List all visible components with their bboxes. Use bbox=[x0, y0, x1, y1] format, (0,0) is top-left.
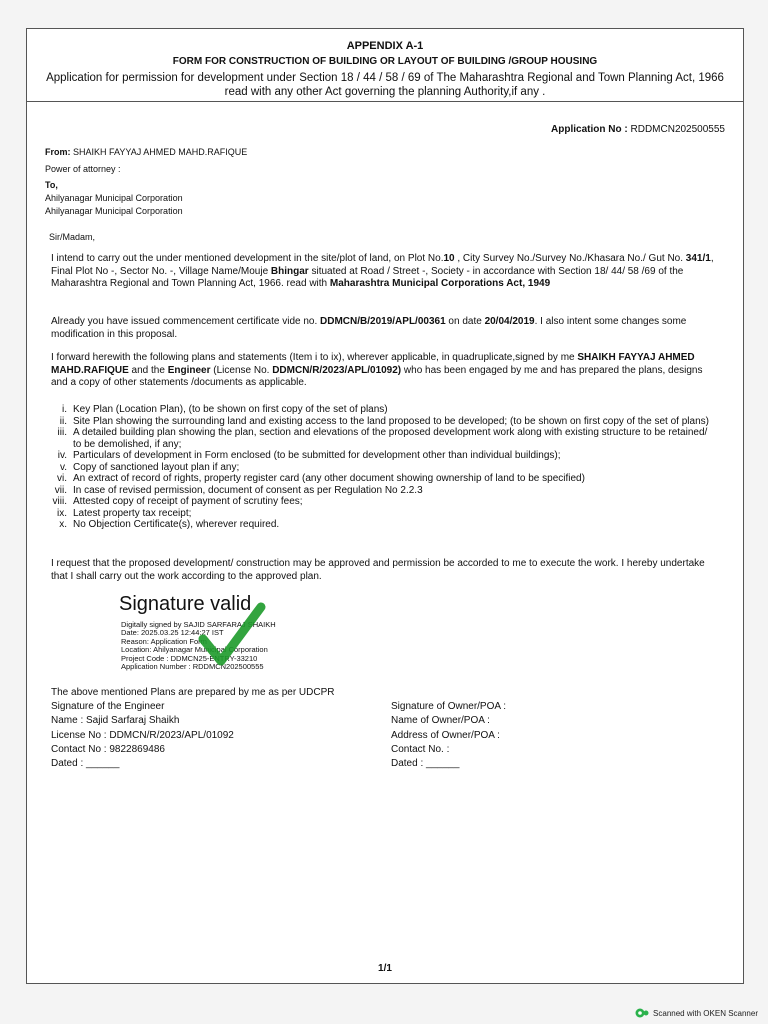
owner-signature-label: Signature of Owner/POA : bbox=[391, 701, 507, 712]
scanner-logo-icon bbox=[635, 1008, 649, 1018]
list-item-number: vii. bbox=[54, 484, 67, 496]
engineer-contact: Contact No : 9822869486 bbox=[51, 743, 165, 755]
application-number-value: RDDMCN202500555 bbox=[630, 124, 725, 135]
list-item-text: Key Plan (Location Plan), (to be shown on first copy of the set of plans) bbox=[73, 404, 388, 415]
plot-number: 10 bbox=[443, 253, 455, 264]
application-number bbox=[551, 124, 725, 135]
from-value: SHAIKH FAYYAJ AHMED MAHD.RAFIQUE bbox=[73, 147, 248, 157]
list-item bbox=[51, 496, 715, 508]
list-item-number: iv. bbox=[57, 450, 67, 461]
list-item-text: Latest property tax receipt; bbox=[73, 507, 192, 519]
list-item-text: Copy of sanctioned layout plan if any; bbox=[73, 461, 240, 473]
owner-address: Address of Owner/POA : bbox=[391, 729, 500, 741]
para3-text-d: who has been engaged by me and has prepared the plans, designs and a copy of other statements /documents as applicable. bbox=[51, 364, 703, 388]
engineer-signature-label: Signature of the Engineer bbox=[51, 701, 165, 712]
engineer-dated: Dated : ______ bbox=[51, 758, 120, 770]
para1-text-b: , City Survey No./Survey No./Khasara No./ Gut No. bbox=[454, 253, 686, 264]
para2-text-c: . I also intent some changes some modification in this proposal. bbox=[51, 316, 687, 340]
document-page bbox=[26, 28, 744, 984]
form-subtitle: FORM FOR CONSTRUCTION OF BUILDING OR LAYOUT OF BUILDING /GROUP HOUSING bbox=[172, 56, 598, 67]
recipient-line-1: Ahilyanagar Municipal Corporation bbox=[45, 193, 183, 203]
list-item bbox=[51, 427, 715, 450]
prepared-statement: The above mentioned Plans are prepared by me as per UDCPR bbox=[51, 687, 335, 698]
engineer-license-number: License No : DDMCN/R/2023/APL/01092 bbox=[51, 729, 234, 741]
engineer-details bbox=[51, 700, 234, 771]
para1-text-a: I intend to carry out the under mentioned development in the site/plot of land, on Plot No. bbox=[51, 253, 444, 264]
signature-detail-line: Reason: Application Form bbox=[121, 636, 207, 646]
recipient-line-2: Ahilyanagar Municipal Corporation bbox=[45, 206, 183, 216]
para3-text-c: (License No. bbox=[210, 364, 273, 376]
signature-detail-line: Application Number : RDDMCN202500555 bbox=[121, 662, 264, 672]
scanner-watermark bbox=[635, 1008, 758, 1018]
list-item-text: Attested copy of receipt of payment of scrutiny fees; bbox=[73, 496, 303, 507]
scanner-text: Scanned with OKEN Scanner bbox=[653, 1008, 758, 1018]
development-intent-paragraph bbox=[51, 253, 715, 291]
para2-text-b: on date bbox=[445, 316, 485, 327]
documents-list bbox=[51, 404, 715, 531]
para3-text-b: and the bbox=[128, 364, 168, 376]
salutation: Sir/Madam, bbox=[49, 232, 96, 242]
list-item bbox=[51, 508, 715, 520]
list-item bbox=[51, 416, 715, 428]
owner-details bbox=[391, 700, 506, 771]
list-item-text: Site Plan showing the surrounding land and existing access to the land proposed to be developed; (to be shown on first copy of the set of plans) bbox=[73, 415, 709, 427]
request-paragraph: I request that the proposed development/ construction may be approved and permission be accorded to me to execute the work. I hereby undertake that I shall carry out the work according to the approved plan. bbox=[51, 558, 705, 582]
commencement-paragraph bbox=[51, 316, 715, 341]
signature-detail-line: Location: Ahilyanagar Municipal Corporation bbox=[121, 645, 268, 655]
owner-dated: Dated : ______ bbox=[391, 758, 460, 770]
list-item bbox=[51, 404, 715, 416]
list-item-text: An extract of record of rights, property register card (any other document showing ownership of land to be specified) bbox=[73, 473, 585, 484]
power-of-attorney: Power of attorney : bbox=[45, 164, 121, 174]
page-number: 1/1 bbox=[378, 963, 392, 974]
list-item-number: ii. bbox=[59, 415, 67, 427]
list-item-number: vi. bbox=[57, 473, 67, 484]
from-line bbox=[45, 147, 247, 157]
certificate-date: 20/04/2019 bbox=[484, 316, 535, 327]
certificate-number: DDMCN/B/2019/APL/00361 bbox=[320, 316, 446, 327]
list-item bbox=[51, 473, 715, 485]
owner-contact: Contact No. : bbox=[391, 743, 450, 755]
act-name: Maharashtra Municipal Corporations Act, 1949 bbox=[329, 278, 551, 289]
signature-detail-line: Date: 2025.03.25 12:44:27 IST bbox=[121, 628, 224, 638]
para1-text-c: , Final Plot No -, Sector No. -, Village Name/Mouje bbox=[51, 253, 714, 277]
list-item-number: ix. bbox=[57, 507, 67, 519]
owner-name: Name of Owner/POA : bbox=[391, 715, 490, 727]
para1-text-d: situated at Road / Street -, Society - in accordance with Section 18/ 44/ 58 /69 of the Maharashtra Regional and Town Planning Act, 1966. read with bbox=[51, 265, 684, 289]
list-item-text: In case of revised permission, document of consent as per Regulation No 2.2.3 bbox=[73, 484, 423, 496]
engineer-name: Name : Sajid Sarfaraj Shaikh bbox=[51, 715, 180, 727]
engineer-license: DDMCN/R/2023/APL/01092) bbox=[272, 364, 402, 376]
checkmark-icon bbox=[197, 599, 267, 669]
signature-detail-line: Digitally signed by SAJID SARFARAJ SHAIKH bbox=[121, 620, 276, 629]
village-name: Bhingar bbox=[270, 265, 309, 277]
list-item-number: viii. bbox=[52, 496, 67, 507]
to-label: To, bbox=[45, 180, 58, 190]
list-item-text: No Objection Certificate(s), wherever required. bbox=[73, 519, 280, 530]
para3-text-a: I forward herewith the following plans and statements (Item i to ix), wherever applicable, in quadruplicate,signed by me bbox=[51, 352, 578, 363]
applicant-name: SHAIKH FAYYAJ AHMED MAHD.RAFIQUE bbox=[51, 352, 695, 376]
application-number-label: Application No : bbox=[551, 124, 628, 135]
para2-text-a: Already you have issued commencement certificate vide no. bbox=[51, 316, 321, 327]
list-item bbox=[51, 450, 715, 462]
list-item-number: v. bbox=[59, 461, 67, 473]
plans-forward-paragraph bbox=[51, 352, 715, 390]
list-item bbox=[51, 462, 715, 474]
signature-valid-title: Signature valid bbox=[119, 593, 252, 615]
gut-number: 341/1 bbox=[685, 253, 711, 264]
form-header bbox=[27, 29, 743, 102]
list-item-number: x. bbox=[59, 519, 67, 530]
digital-signature-stamp bbox=[107, 591, 427, 691]
engineer-word: Engineer bbox=[167, 364, 211, 376]
list-item-number: iii. bbox=[57, 427, 67, 438]
list-item bbox=[51, 485, 715, 497]
form-description: Application for permission for development under Section 18 / 44 / 58 / 69 of The Maharashtra Regional and Town Planning Act, 1966 read with any other Act governing the planning Authority,if any . bbox=[46, 72, 724, 98]
list-item bbox=[51, 519, 715, 531]
from-label: From: bbox=[45, 147, 71, 157]
signature-detail-line: Project Code : DDMCN25-ENTRY-33210 bbox=[121, 653, 258, 663]
list-item-text: A detailed building plan showing the plan, section and elevations of the proposed development work along with existing structure to be retained/ to be demolished, if any; bbox=[73, 427, 708, 450]
form-title: APPENDIX A-1 bbox=[346, 40, 424, 52]
list-item-number: i. bbox=[62, 404, 67, 415]
list-item-text: Particulars of development in Form enclosed (to be submitted for development other than individual buildings); bbox=[73, 450, 561, 461]
